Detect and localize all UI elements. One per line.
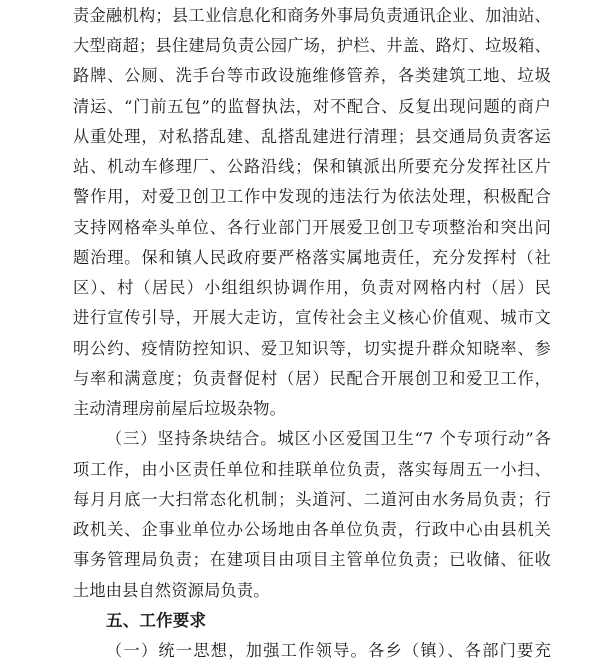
text-line: 政机关、企事业单位办公场地由各单位负责，行政中心由县机关 bbox=[73, 520, 551, 539]
text-line: 支持网格牵头单位、各行业部门开展爱卫创卫专项整治和突出问 bbox=[73, 218, 551, 237]
text-line: 每月月底一大扫常态化机制；头道河、二道河由水务局负责；行 bbox=[73, 490, 551, 509]
text-line: 明公约、疫情防控知识、爱卫知识等，切实提升群众知晓率、参 bbox=[73, 339, 551, 358]
text-line: 清运、“门前五包”的监督执法，对不配合、反复出现问题的商户 bbox=[73, 97, 551, 116]
text-line: 与率和满意度；负责督促村（居）民配合开展创卫和爱卫工作， bbox=[73, 369, 551, 388]
text-line: 警作用，对爱卫创卫工作中发现的违法行为依法处理，积极配合 bbox=[73, 187, 551, 206]
section-heading: 五、工作要求 bbox=[106, 611, 207, 630]
text-line: 站、机动车修理厂、公路沿线；保和镇派出所要充分发挥社区片 bbox=[73, 157, 551, 176]
text-line: 进行宣传引导，开展大走访，宣传社会主义核心价值观、城市文 bbox=[73, 308, 551, 327]
text-line: 路牌、公厕、洗手台等市政设施维修管养，各类建筑工地、垃圾 bbox=[73, 66, 551, 85]
text-line: （一）统一思想，加强工作领导。各乡（镇）、各部门要充 bbox=[106, 641, 551, 660]
text-line: 责金融机构；县工业信息化和商务外事局负责通讯企业、加油站、 bbox=[73, 6, 551, 25]
text-line: 大型商超；县住建局负责公园广场，护栏、井盖、路灯、垃圾箱、 bbox=[73, 36, 551, 55]
text-line: 从重处理，对私搭乱建、乱搭乱建进行清理；县交通局负责客运 bbox=[73, 127, 551, 146]
text-line: 主动清理房前屋后垃圾杂物。 bbox=[73, 399, 287, 418]
text-line: 区）、村（居民）小组组织协调作用，负责对网格内村（居）民 bbox=[73, 278, 551, 297]
text-line: 事务管理局负责；在建项目由项目主管单位负责；已收储、征收 bbox=[73, 550, 551, 569]
text-line: 土地由县自然资源局负责。 bbox=[73, 581, 270, 600]
text-line: （三）坚持条块结合。城区小区爱国卫生“7 个专项行动”各 bbox=[106, 429, 551, 448]
text-line: 题治理。保和镇人民政府要严格落实属地责任，充分发挥村（社 bbox=[73, 248, 551, 267]
text-line: 项工作，由小区责任单位和挂联单位负责，落实每周五一小扫、 bbox=[73, 460, 551, 479]
